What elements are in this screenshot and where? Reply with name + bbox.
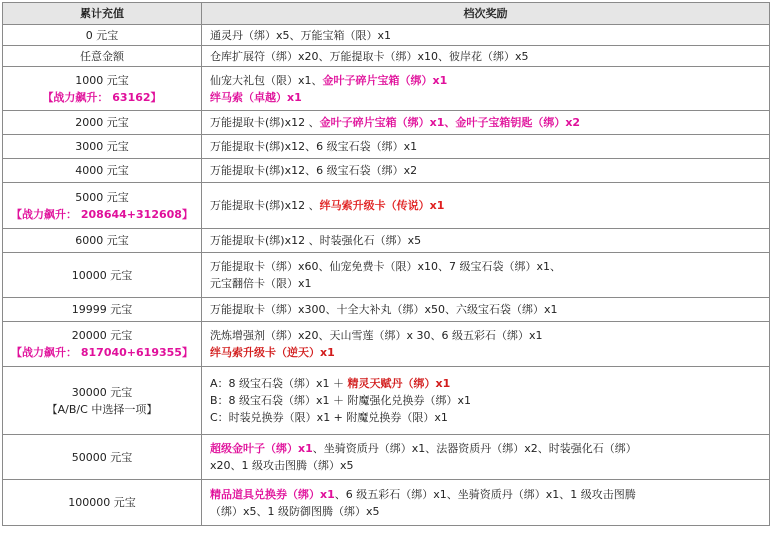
table-row bbox=[3, 67, 770, 111]
reward-cell bbox=[202, 111, 770, 135]
table-row bbox=[3, 253, 770, 298]
recharge-amount: 50000 元宝 bbox=[3, 435, 202, 480]
reward-text: 万能提取卡(绑)x12、6 级宝石袋（绑）x1 bbox=[210, 140, 418, 153]
choice-note: 【A/B/C 中选择一项】 bbox=[46, 402, 158, 416]
reward-cell bbox=[202, 480, 770, 526]
reward-text: A：8 级宝石袋（绑）x1 ＋ bbox=[210, 377, 348, 390]
power-boost-note: 【战力飙升： 208644+312608】 bbox=[11, 207, 193, 221]
reward-cell bbox=[202, 435, 770, 480]
reward-highlight: 精品道具兑换券（绑）x1 bbox=[210, 487, 335, 501]
reward-text: 元宝翻倍卡（限）x1 bbox=[210, 277, 312, 290]
recharge-amount-cell bbox=[3, 67, 202, 111]
reward-highlight: 绊马索升级卡（传说）x1 bbox=[319, 199, 445, 212]
reward-highlight: 金叶子碎片宝箱（绑）x1、金叶子宝箱钥匙（绑）x2 bbox=[319, 116, 581, 129]
reward-text: 万能提取卡（绑）x60、仙宠免费卡（限）x10、7 级宝石袋（绑）x1、 bbox=[210, 260, 562, 273]
recharge-amount: 6000 元宝 bbox=[3, 229, 202, 253]
reward-cell bbox=[202, 25, 770, 46]
recharge-amount: 任意金额 bbox=[3, 46, 202, 67]
reward-text: x20、1 级攻击图腾（绑）x5 bbox=[210, 459, 354, 472]
header-row bbox=[3, 3, 770, 25]
table-row bbox=[3, 25, 770, 46]
recharge-amount: 30000 元宝 bbox=[71, 385, 133, 399]
reward-cell bbox=[202, 322, 770, 367]
reward-highlight: 金叶子碎片宝箱（绑）x1 bbox=[322, 73, 448, 87]
power-boost-note: 【战力飙升： 817040+619355】 bbox=[11, 346, 193, 359]
recharge-amount: 0 元宝 bbox=[3, 25, 202, 46]
recharge-amount: 1000 元宝 bbox=[75, 73, 129, 87]
table-row bbox=[3, 322, 770, 367]
reward-text: 万能提取卡(绑)x12、6 级宝石袋（绑）x2 bbox=[210, 164, 418, 177]
reward-cell bbox=[202, 135, 770, 159]
reward-highlight: 绊马索升级卡（逆天）x1 bbox=[210, 346, 335, 359]
recharge-amount: 4000 元宝 bbox=[3, 159, 202, 183]
header-cumulative-recharge: 累计充值 bbox=[3, 3, 202, 25]
reward-text: 仓库扩展符（绑）x20、万能提取卡（绑）x10、彼岸花（绑）x5 bbox=[210, 49, 529, 63]
table-row bbox=[3, 183, 770, 229]
reward-highlight: 超级金叶子（绑）x1 bbox=[210, 442, 313, 455]
table-row bbox=[3, 435, 770, 480]
reward-text: 万能提取卡(绑)x12 、 bbox=[210, 116, 320, 129]
table-row bbox=[3, 298, 770, 322]
reward-cell bbox=[202, 183, 770, 229]
reward-highlight: 绊马索（卓越）x1 bbox=[210, 90, 302, 104]
reward-text: 、坐骑资质丹（绑）x1、法器资质丹（绑）x2、时装强化石（绑） bbox=[312, 442, 637, 455]
reward-text: B：8 级宝石袋（绑）x1 ＋ 附魔强化兑换券（绑）x1 bbox=[210, 394, 472, 407]
reward-cell bbox=[202, 46, 770, 67]
reward-text: C：时装兑换券（限）x1 + 附魔兑换券（限）x1 bbox=[210, 411, 448, 424]
reward-text: 通灵丹（绑）x5、万能宝箱（限）x1 bbox=[210, 28, 392, 42]
table-row bbox=[3, 480, 770, 526]
reward-text: 、6 级五彩石（绑）x1、坐骑资质丹（绑）x1、1 级攻击图腾 bbox=[334, 487, 636, 501]
table-row bbox=[3, 229, 770, 253]
reward-text: （绑）x5、1 级防御图腾（绑）x5 bbox=[210, 504, 380, 518]
table-row bbox=[3, 159, 770, 183]
reward-text: 万能提取卡（绑）x300、十全大补丸（绑）x50、六级宝石袋（绑）x1 bbox=[210, 303, 558, 316]
table-row bbox=[3, 46, 770, 67]
recharge-amount-cell bbox=[3, 367, 202, 435]
recharge-amount-cell bbox=[3, 322, 202, 367]
recharge-amount: 20000 元宝 bbox=[71, 329, 133, 342]
recharge-amount: 5000 元宝 bbox=[75, 190, 129, 204]
reward-cell bbox=[202, 67, 770, 111]
reward-text: 洗炼增强剂（绑）x20、天山雪莲（绑）x 30、6 级五彩石（绑）x1 bbox=[210, 329, 543, 342]
table-row bbox=[3, 111, 770, 135]
recharge-amount: 19999 元宝 bbox=[3, 298, 202, 322]
reward-cell bbox=[202, 298, 770, 322]
reward-cell bbox=[202, 367, 770, 435]
reward-cell bbox=[202, 159, 770, 183]
reward-cell bbox=[202, 229, 770, 253]
reward-table bbox=[2, 2, 770, 526]
reward-text: 万能提取卡(绑)x12 、时装强化石（绑）x5 bbox=[210, 234, 422, 247]
recharge-amount: 2000 元宝 bbox=[3, 111, 202, 135]
recharge-amount-cell bbox=[3, 183, 202, 229]
reward-text: 万能提取卡(绑)x12 、 bbox=[210, 199, 320, 212]
power-boost-note: 【战力飙升： 63162】 bbox=[42, 90, 162, 104]
reward-cell bbox=[202, 253, 770, 298]
reward-text: 仙宠大礼包（限）x1、 bbox=[210, 73, 323, 87]
recharge-amount: 100000 元宝 bbox=[3, 480, 202, 526]
reward-highlight: 精灵天赋丹（绑）x1 bbox=[347, 377, 451, 390]
header-tier-reward: 档次奖励 bbox=[202, 3, 770, 25]
recharge-amount: 3000 元宝 bbox=[3, 135, 202, 159]
table-row bbox=[3, 135, 770, 159]
table-row bbox=[3, 367, 770, 435]
recharge-amount: 10000 元宝 bbox=[3, 253, 202, 298]
